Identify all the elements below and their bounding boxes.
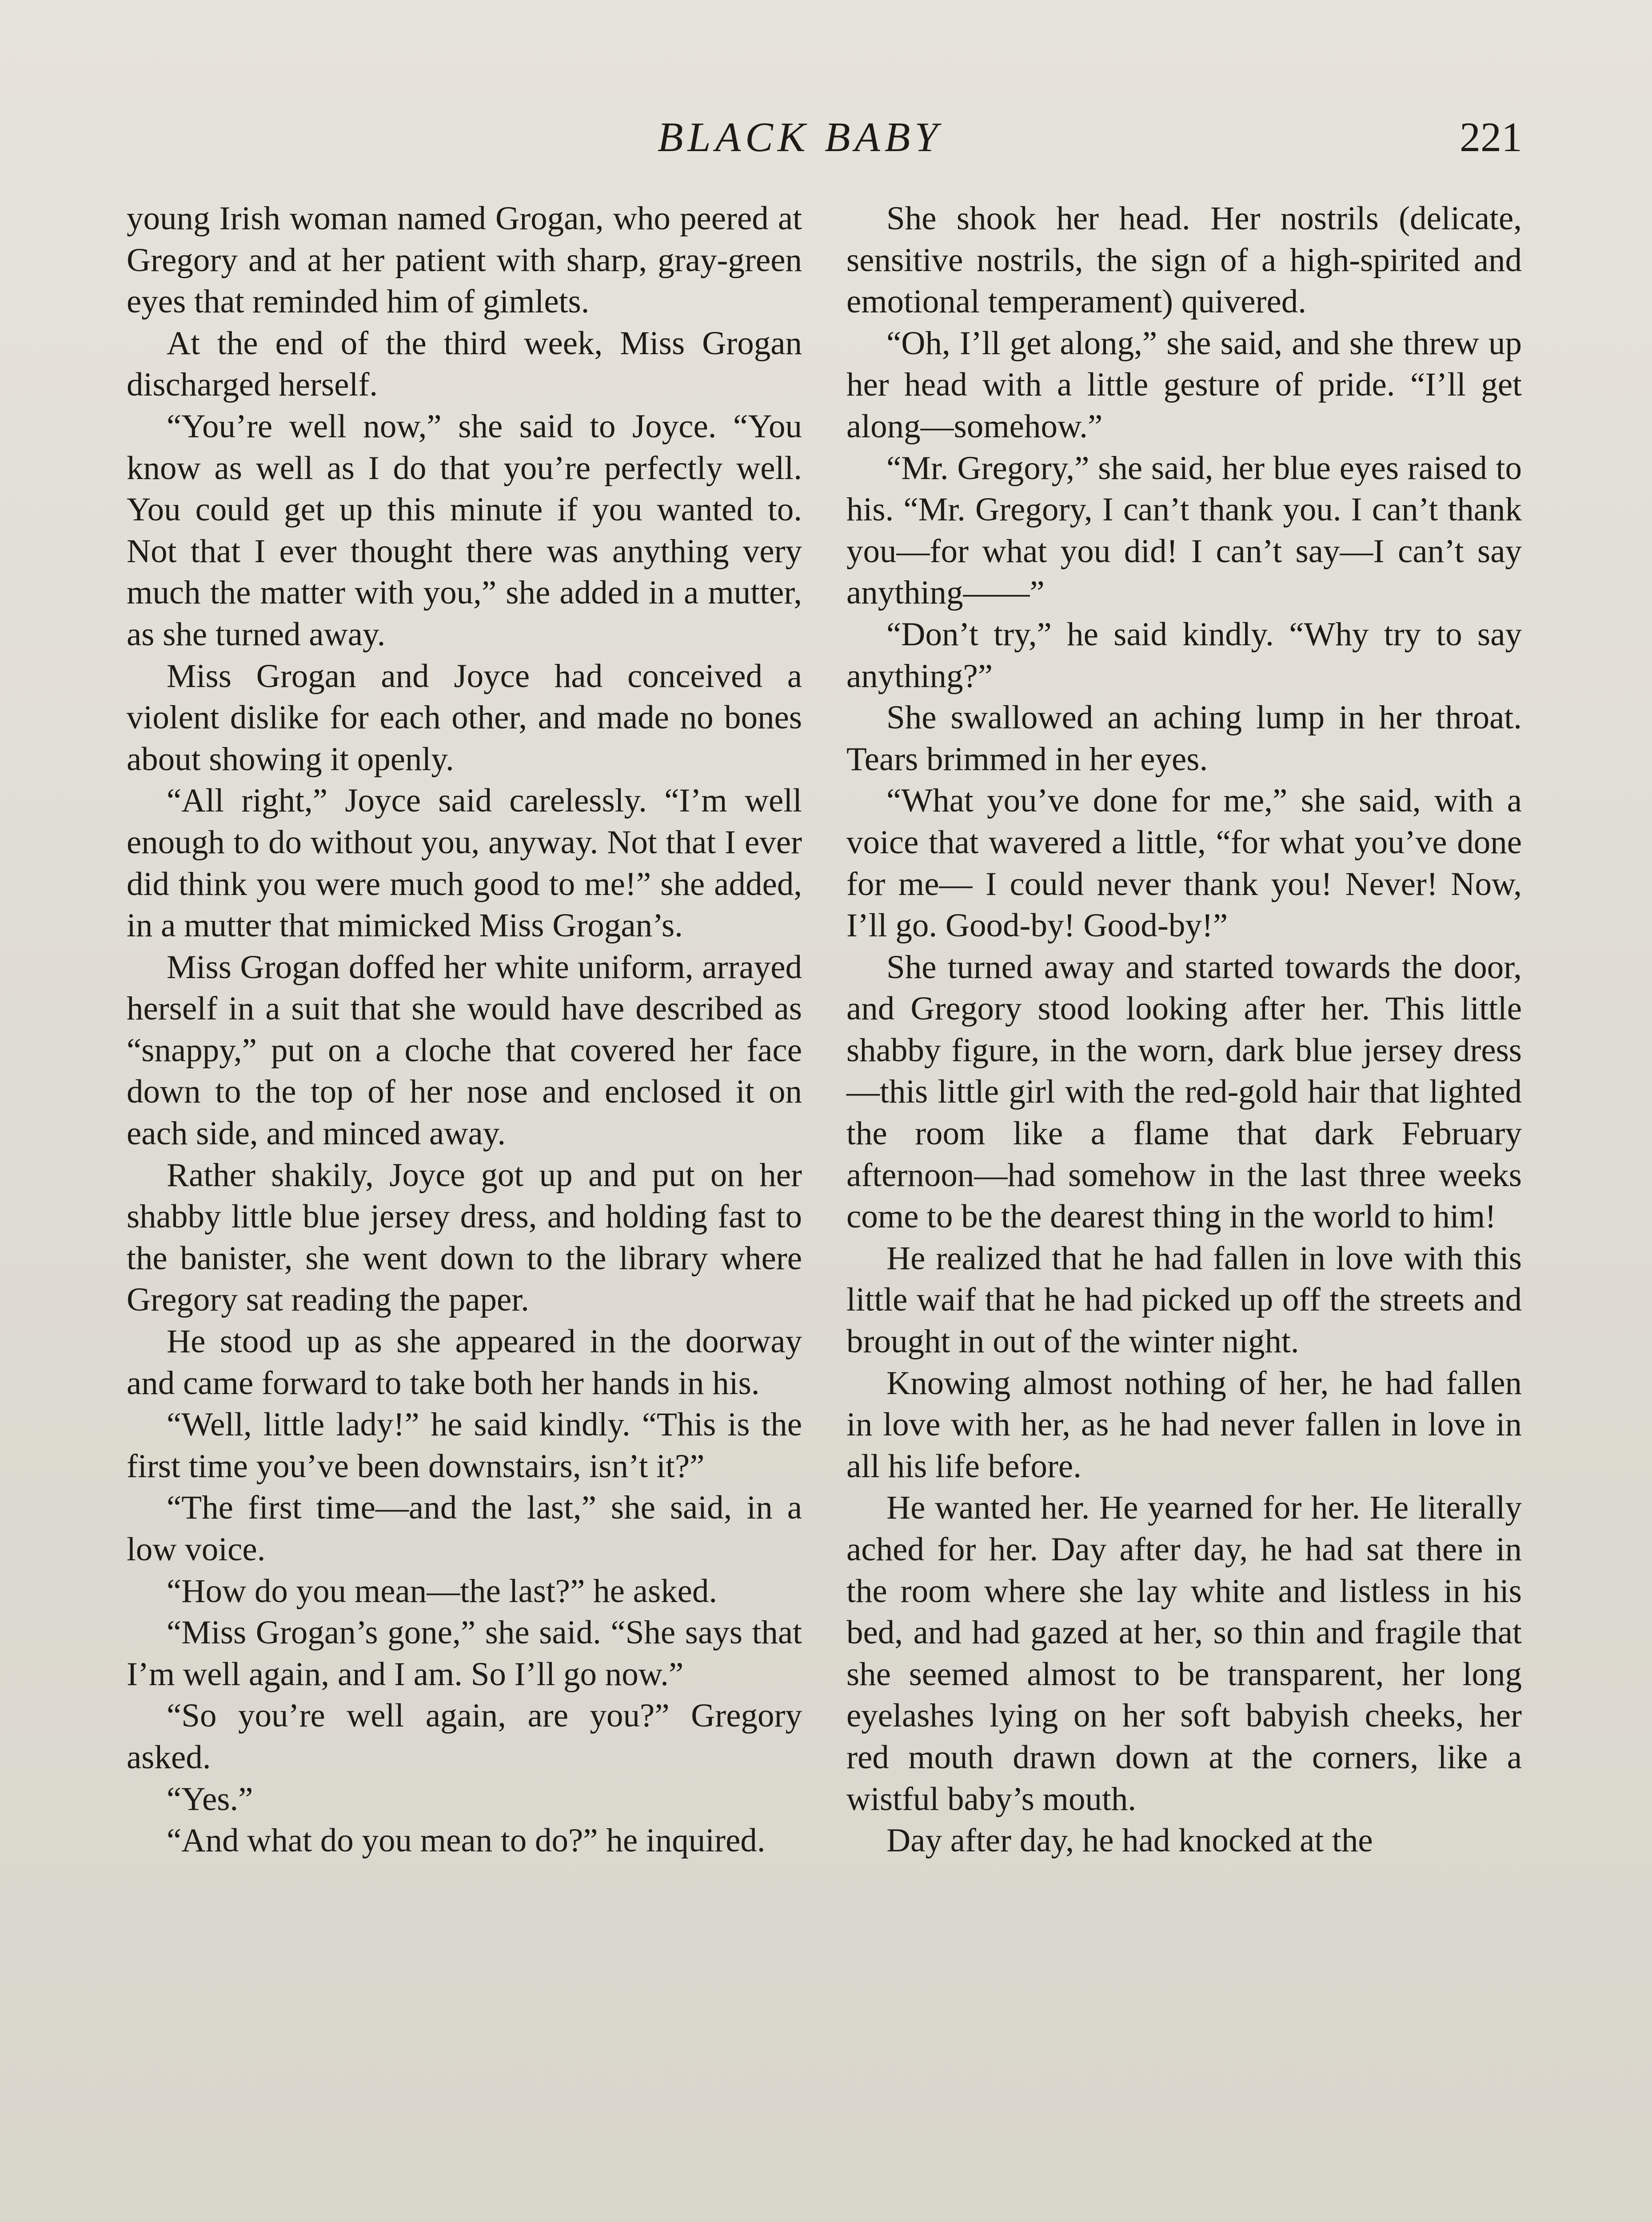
paragraph: “So you’re well again, are you?” Gregory asked. bbox=[127, 1697, 802, 1776]
paragraph: Rather shakily, Joyce got up and put on her shabby little blue jersey dress, and holding fast to the banister, she went down to the library where Gregory sat reading the paper. bbox=[127, 1156, 802, 1319]
paragraph: “The first time—and the last,” she said, in a low voice. bbox=[127, 1489, 802, 1568]
paragraph: “Well, little lady!” he said kindly. “This is the first time you’ve been downstairs, isn’t it?” bbox=[127, 1406, 802, 1485]
paragraph: “All right,” Joyce said carelessly. “I’m well enough to do without you, anyway. Not that I ever did think you were much good to me!” she added, in a mutter that mimicked Miss Grogan’s. bbox=[127, 782, 802, 944]
paragraph: “Oh, I’ll get along,” she said, and she threw up her head with a little gesture of pride. “I’ll get along—somehow.” bbox=[846, 324, 1522, 445]
paragraph: Miss Grogan and Joyce had conceived a violent dislike for each other, and made no bones about showing it openly. bbox=[127, 657, 802, 778]
left-text-column bbox=[127, 198, 802, 1862]
running-title: BLACK BABY bbox=[658, 114, 942, 160]
right-text-column bbox=[846, 198, 1522, 1862]
paragraph: “And what do you mean to do?” he inquired. bbox=[167, 1822, 766, 1859]
paragraph: “Don’t try,” he said kindly. “Why try to say anything?” bbox=[846, 615, 1522, 695]
paragraph: “Miss Grogan’s gone,” she said. “She says that I’m well again, and I am. So I’ll go now.” bbox=[127, 1614, 802, 1693]
paragraph: “Yes.” bbox=[167, 1780, 253, 1818]
paragraph: “You’re well now,” she said to Joyce. “You know as well as I do that you’re perfectly well. You could get up this minute if you wanted to. Not that I ever thought there was anything very much the matter with you,” she added in a mutter, as she turned away. bbox=[127, 408, 802, 653]
paragraph: She shook her head. Her nostrils (delicate, sensitive nostrils, the sign of a high-spirited and emotional temperament) quivered. bbox=[846, 200, 1522, 320]
page-number: 221 bbox=[1460, 114, 1522, 160]
paragraph: She swallowed an aching lump in her throat. Tears brimmed in her eyes. bbox=[846, 699, 1522, 778]
paragraph: He wanted her. He yearned for her. He literally ached for her. Day after day, he had sat there in the room where she lay white and listless in his bed, and had gazed at her, so thin and fragile that she seemed almost to be transparent, her long eyelashes lying on her soft babyish cheeks, her red mouth drawn down at the corners, like a wistful baby’s mouth. bbox=[846, 1489, 1522, 1818]
paragraph: She turned away and started towards the door, and Gregory stood looking after her. This little shabby figure, in the worn, dark blue jersey dress—this little girl with the red-gold hair that lighted the room like a flame that dark February afternoon—had somehow in the last three weeks come to be the dearest thing in the world to him! bbox=[846, 948, 1522, 1235]
paragraph: At the end of the third week, Miss Grogan discharged herself. bbox=[127, 324, 802, 404]
paragraph: “What you’ve done for me,” she said, with a voice that wavered a little, “for what you’ve done for me— I could never thank you! Never! Now, I’ll go. Good-by! Good-by!” bbox=[846, 782, 1522, 944]
paragraph: He stood up as she appeared in the doorway and came forward to take both her hands in his. bbox=[127, 1323, 802, 1402]
paragraph: young Irish woman named Grogan, who peered at Gregory and at her patient with sharp, gray-green eyes that reminded him of gimlets. bbox=[127, 200, 802, 320]
paragraph: “How do you mean—the last?” he asked. bbox=[167, 1572, 718, 1610]
paragraph: Miss Grogan doffed her white uniform, arrayed herself in a suit that she would have described as “snappy,” put on a cloche that covered her face down to the top of her nose and enclosed it on each side, and minced away. bbox=[127, 948, 802, 1152]
paragraph: Knowing almost nothing of her, he had fallen in love with her, as he had never fallen in love in all his life before. bbox=[846, 1364, 1522, 1485]
paragraph: He realized that he had fallen in love with this little waif that he had picked up off the streets and brought in out of the winter night. bbox=[846, 1239, 1522, 1360]
paragraph: “Mr. Gregory,” she said, her blue eyes raised to his. “Mr. Gregory, I can’t thank you. I can’t thank you—for what you did! I can’t say—I can’t say anything——” bbox=[846, 449, 1522, 611]
paragraph: Day after day, he had knocked at the bbox=[886, 1822, 1373, 1859]
